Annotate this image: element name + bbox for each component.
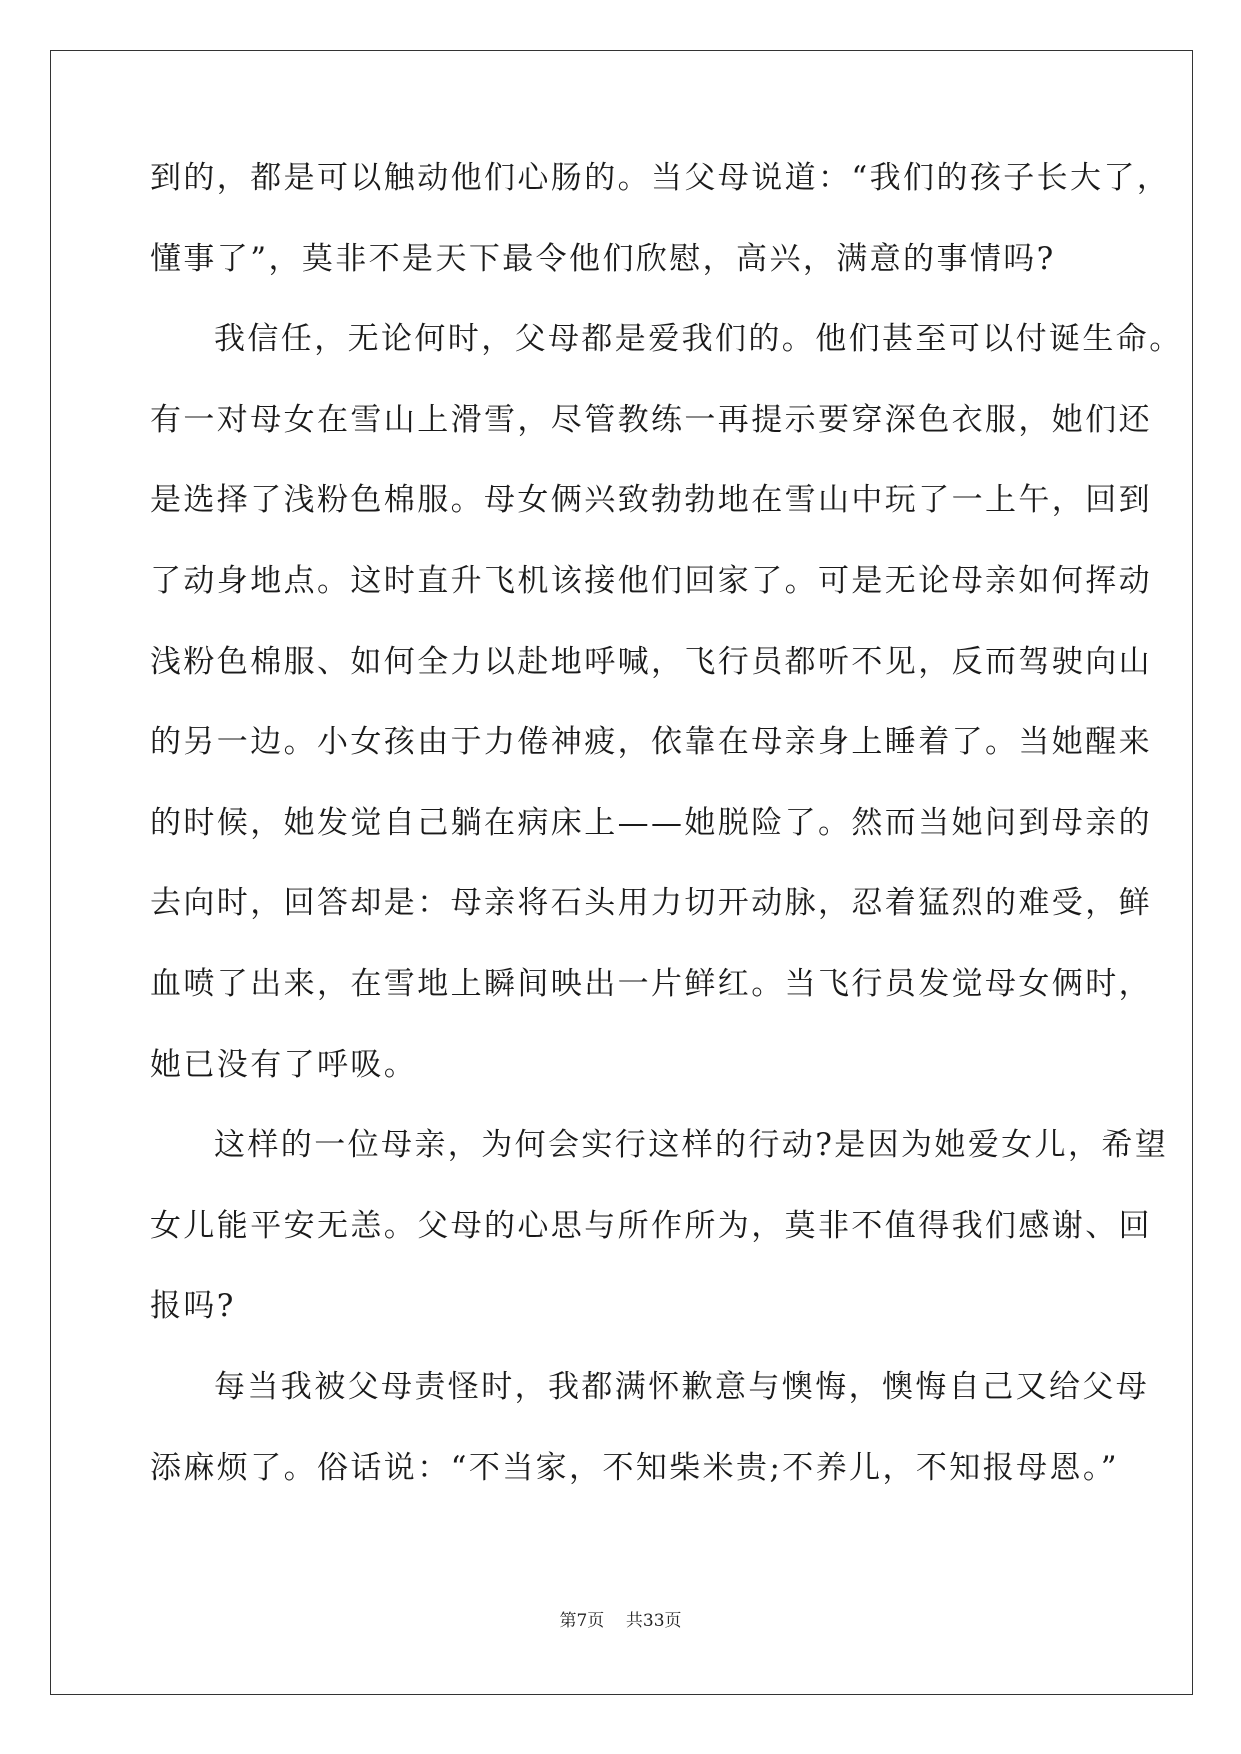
text-line: 的另一边。小女孩由于力倦神疲，依靠在母亲身上睡着了。当她醒来 <box>150 724 1152 761</box>
text-line: 去向时，回答却是：母亲将石头用力切开动脉，忍着猛烈的难受，鲜 <box>150 885 1152 922</box>
paragraph-start-line: 这样的一位母亲，为何会实行这样的行动?是因为她爱女儿，希望 <box>214 1127 1169 1164</box>
text-line: 的时候，她发觉自己躺在病床上——她脱险了。然而当她问到母亲的 <box>150 804 1152 841</box>
text-line: 添麻烦了。俗话说：“不当家，不知柴米贵;不养儿，不知报母恩。” <box>150 1449 1120 1486</box>
text-line: 报吗? <box>150 1288 236 1325</box>
page-number: 第7页 <box>559 1611 605 1631</box>
text-line: 她已没有了呼吸。 <box>150 1046 418 1083</box>
page-total: 共33页 <box>625 1611 682 1631</box>
text-line: 了动身地点。这时直升飞机该接他们回家了。可是无论母亲如何挥动 <box>150 562 1152 599</box>
text-line: 女儿能平安无恙。父母的心思与所作所为，莫非不值得我们感谢、回 <box>150 1207 1152 1244</box>
text-line: 到的，都是可以触动他们心肠的。当父母说道：“我们的孩子长大了， <box>150 160 1171 196</box>
text-line: 浅粉色棉服、如何全力以赴地呼喊，飞行员都听不见，反而驾驶向山 <box>150 643 1152 680</box>
paragraph-start-line: 我信任，无论何时，父母都是爱我们的。他们甚至可以付诞生命。 <box>214 321 1183 358</box>
text-line: 懂事了”，莫非不是天下最令他们欣慰，高兴，满意的事情吗? <box>150 240 1056 277</box>
document-body <box>150 158 1183 1528</box>
text-line: 血喷了出来，在雪地上瞬间映出一片鲜红。当飞行员发觉母女俩时， <box>150 965 1152 1002</box>
text-line: 有一对母女在雪山上滑雪，尽管教练一再提示要穿深色衣服，她们还 <box>150 401 1152 438</box>
text-line: 是选择了浅粉色棉服。母女俩兴致勃勃地在雪山中玩了一上午，回到 <box>150 482 1152 519</box>
page-footer <box>0 1611 1241 1631</box>
paragraph-start-line: 每当我被父母责怪时，我都满怀歉意与懊悔，懊悔自己又给父母 <box>214 1368 1150 1405</box>
